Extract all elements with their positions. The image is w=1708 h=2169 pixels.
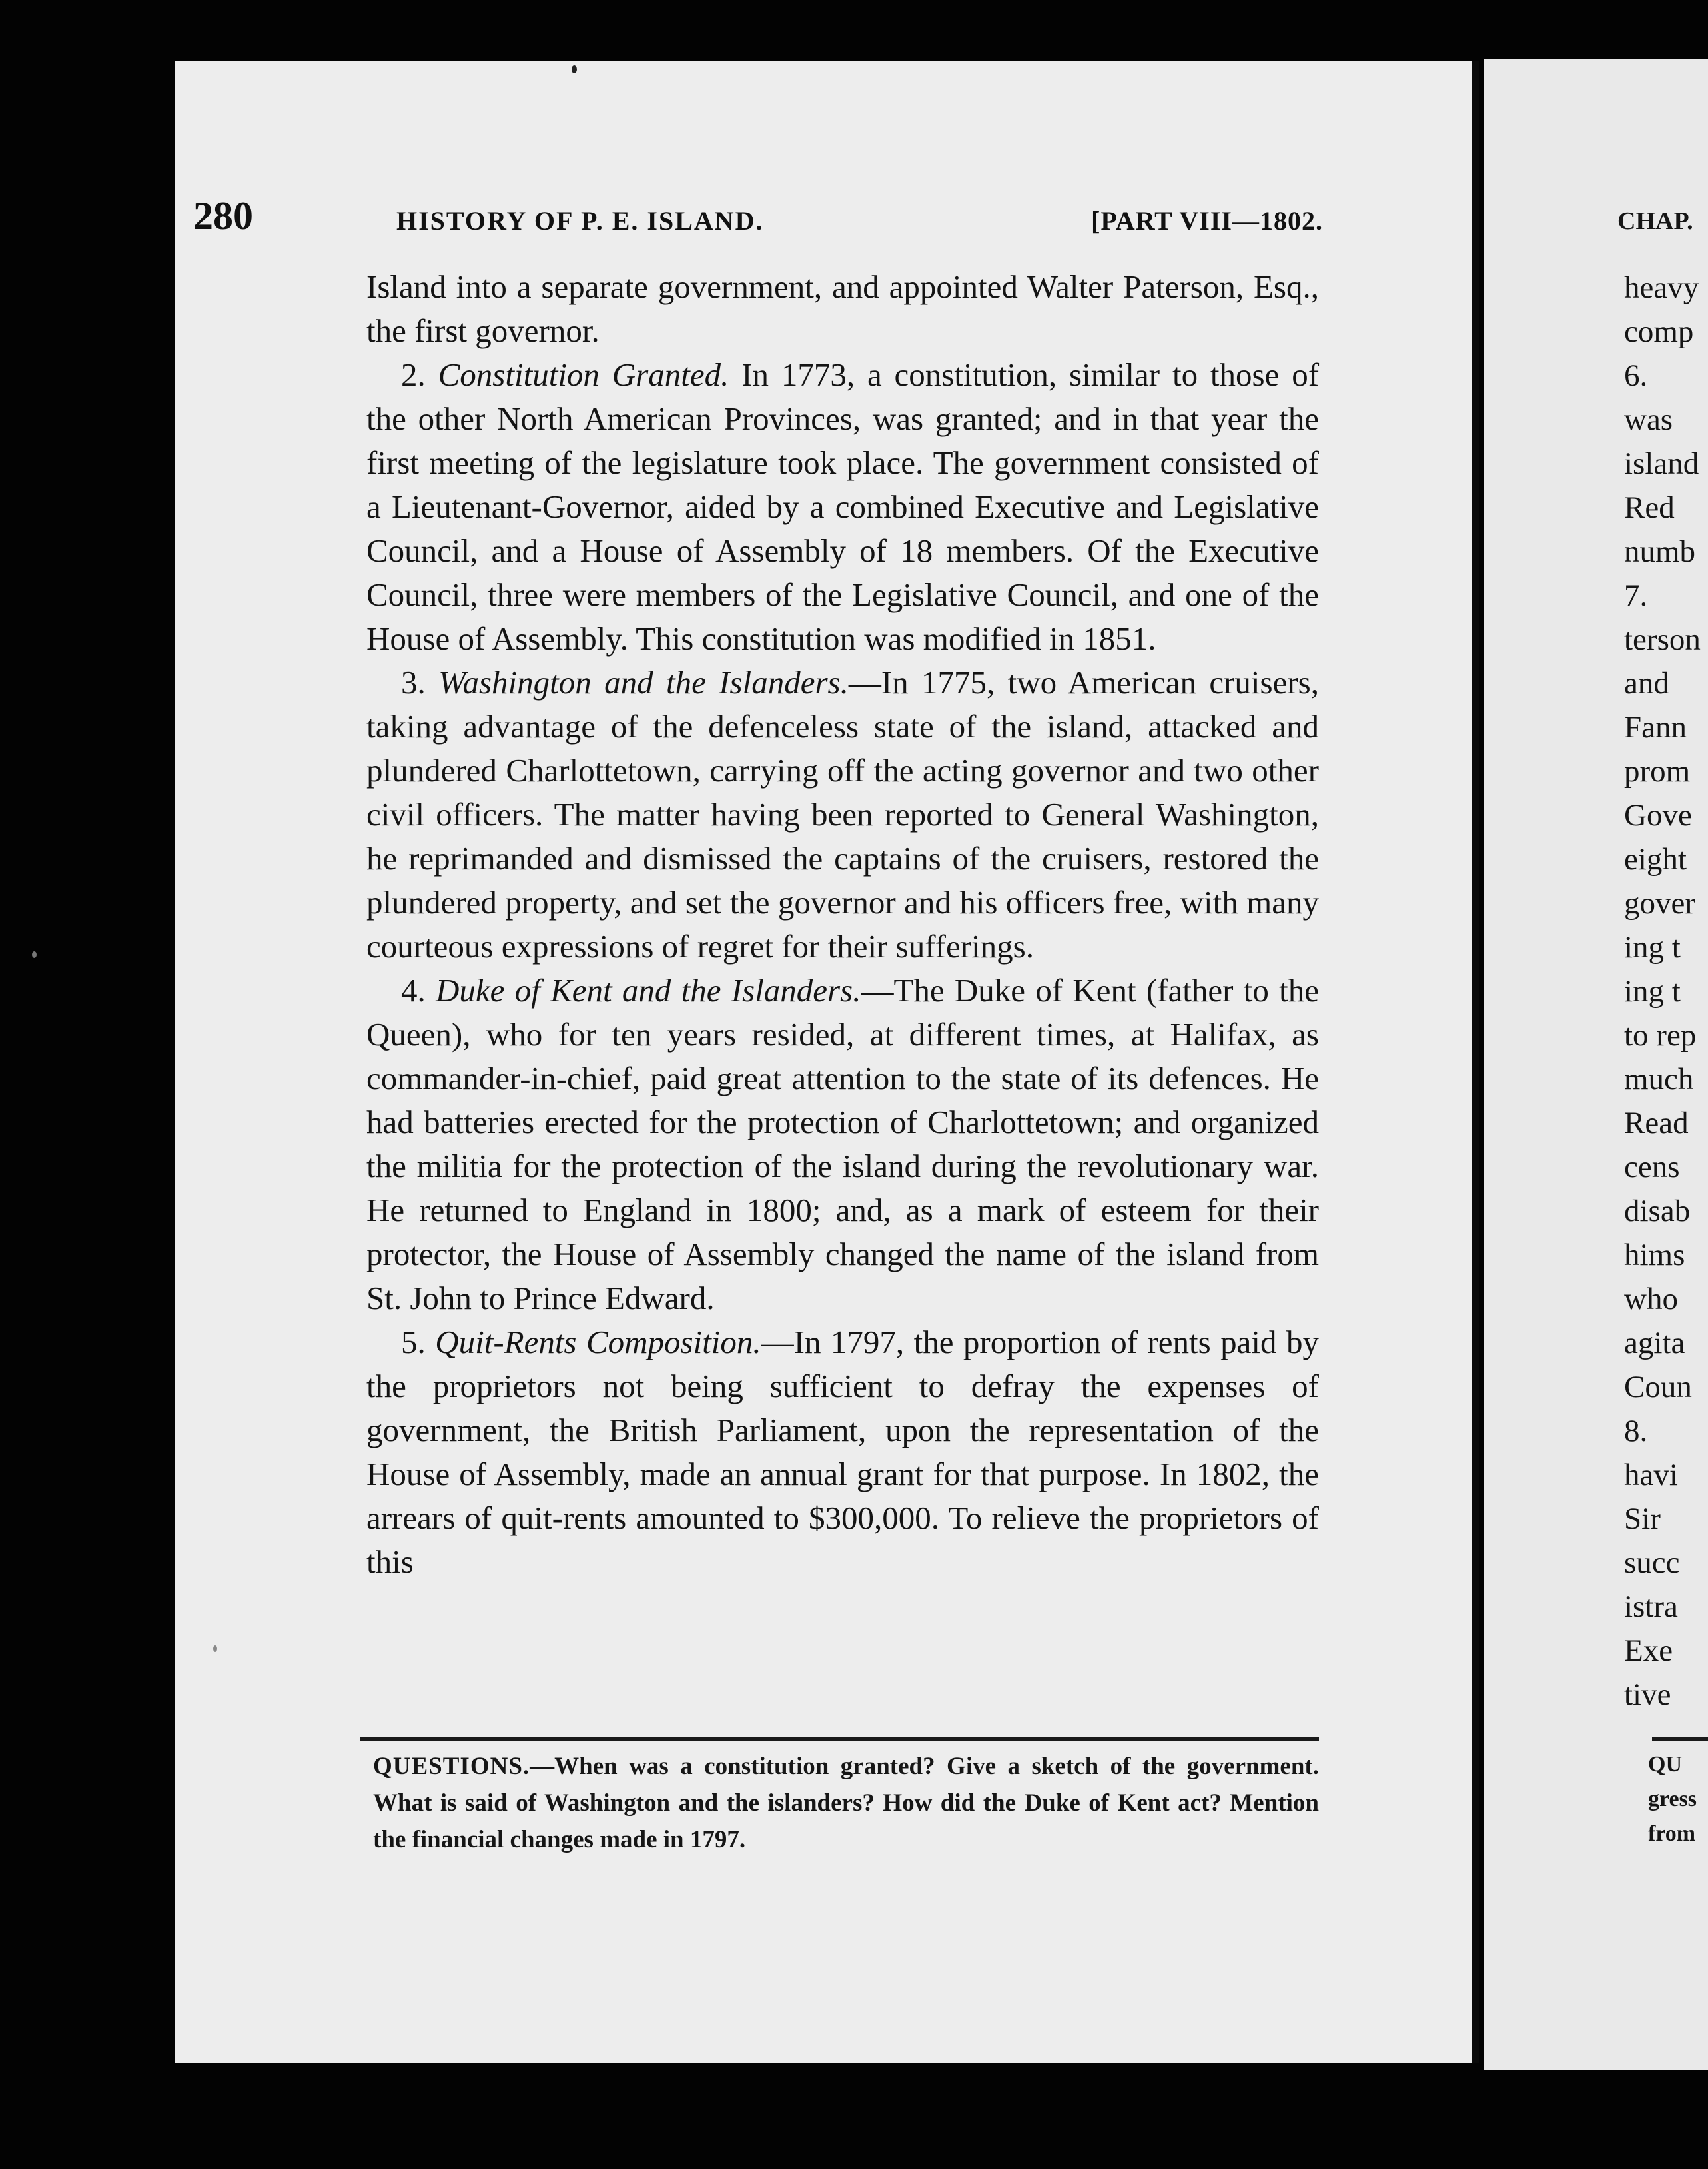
facing-line: 7. [1624,578,1648,613]
speck [32,951,37,958]
page-number: 280 [193,194,253,238]
facing-line: ing t [1624,930,1681,965]
paragraph-2-number: 2. [401,356,426,393]
facing-line: tive [1624,1677,1671,1712]
paragraph-2-text: In 1773, a constitution, similar to those of the other North American Provinces, was granted; and in that year the first meeting of the legislature took place. The government consisted of a Lieutenant-Governor, aided by a combined Executive and Legislative Council, and a House of Assembly of 18 members. Of the Executive Council, three were members of the Legislative Council, and one of the House of Assembly. This constitution was modified in 1851. [366,356,1320,657]
paragraph-4 [366,969,1319,1320]
paragraph-2 [366,353,1319,661]
facing-line: eight [1624,842,1687,877]
paragraph-3-number: 3. [401,664,426,701]
facing-line: Fann [1624,710,1687,745]
book-title: HISTORY OF P. E. ISLAND. [396,206,764,236]
facing-line: 8. [1624,1414,1648,1448]
paragraph-4-number: 4. [401,972,426,1009]
facing-line: prom [1624,754,1691,789]
running-head [193,193,1323,246]
facing-question-line: from [1648,1821,1696,1846]
paragraph-5 [366,1320,1319,1584]
paragraph-3-text: —In 1775, two American cruisers, taking advantage of the defenceless state of the island, attacked and plundered Charlottetown, carrying off the acting governor and two other civil officers. The matter having been reported to General Washington, he reprimanded and dismissed the captains of the cruisers, restored the plundered property, and set the governor and his officers free, with many courteous expressions of regret for their sufferings. [366,664,1319,965]
facing-line: havi [1624,1458,1678,1492]
questions-text: —When was a constitution granted? Give a sketch of the government. What is said of Washington and the islanders? How did the Duke of Kent act? Mention the financial changes made in 1797. [373,1753,1319,1853]
paragraph-4-heading: Duke of Kent and the Islanders. [436,972,861,1009]
facing-line: gover [1624,886,1696,921]
facing-line: Sir [1624,1502,1661,1536]
facing-line: Exe [1624,1633,1673,1668]
questions-label: QUESTIONS. [373,1753,530,1780]
facing-line: ing t [1624,974,1681,1009]
facing-line: Red [1624,490,1675,525]
facing-line: comp [1624,314,1694,349]
facing-line: Read [1624,1106,1689,1140]
speck [213,1645,217,1652]
facing-line: cens [1624,1150,1680,1184]
facing-question-line: gress [1648,1787,1697,1811]
facing-line: who [1624,1282,1678,1316]
facing-line: agita [1624,1326,1685,1360]
facing-question-line: QU [1648,1752,1682,1777]
facing-line: heavy [1624,270,1699,305]
paragraph-3-heading: Washington and the Islanders. [438,664,849,701]
facing-line: 6. [1624,358,1648,393]
speck [572,65,577,73]
facing-line: and [1624,666,1669,701]
facing-line: hims [1624,1238,1685,1272]
facing-line: numb [1624,534,1696,569]
paragraph-5-number: 5. [401,1324,426,1360]
paragraph-2-heading: Constitution Granted. [438,356,729,393]
paragraph-3 [366,661,1319,969]
questions-footnote [373,1748,1319,1858]
body-text [366,265,1319,1584]
facing-line: was [1624,402,1673,437]
part-label: [PART VIII—1802. [1091,206,1323,236]
facing-line: disab [1624,1194,1691,1228]
paragraph-5-heading: Quit-Rents Composition. [435,1324,761,1360]
paragraph-1 [366,265,1319,353]
facing-line: to rep [1624,1018,1697,1053]
facing-line: succ [1624,1545,1680,1580]
facing-line: island [1624,446,1699,481]
facing-line: Coun [1624,1370,1692,1404]
facing-line: much [1624,1062,1694,1096]
footnote-rule [360,1737,1319,1741]
facing-running-head: CHAP. [1617,207,1693,235]
paragraph-5-text: —In 1797, the proportion of rents paid by the proprietors not being sufficient to defray the expenses of government, the British Parliament, upon the representation of the House of Assembly, made an annual grant for that purpose. In 1802, the arrears of quit-rents amounted to $300,000. To relieve the proprietors of this [366,1324,1319,1580]
facing-line: Gove [1624,798,1692,833]
paragraph-1-text: Island into a separate government, and appointed Walter Paterson, Esq., the first governor. [366,268,1319,349]
paragraph-4-text: —The Duke of Kent (father to the Queen), who for ten years resided, at different times, at Halifax, as commander-in-chief, paid great attention to the state of its defences. He had batteries erected for the protection of Charlottetown; and organized the militia for the protection of the island during the revolutionary war. He returned to England in 1800; and, as a mark of esteem for their protector, the House of Assembly changed the name of the island from St. John to Prince Edward. [366,972,1320,1316]
facing-footnote-rule [1652,1737,1708,1741]
facing-line: istra [1624,1589,1678,1624]
facing-line: terson [1624,622,1701,657]
